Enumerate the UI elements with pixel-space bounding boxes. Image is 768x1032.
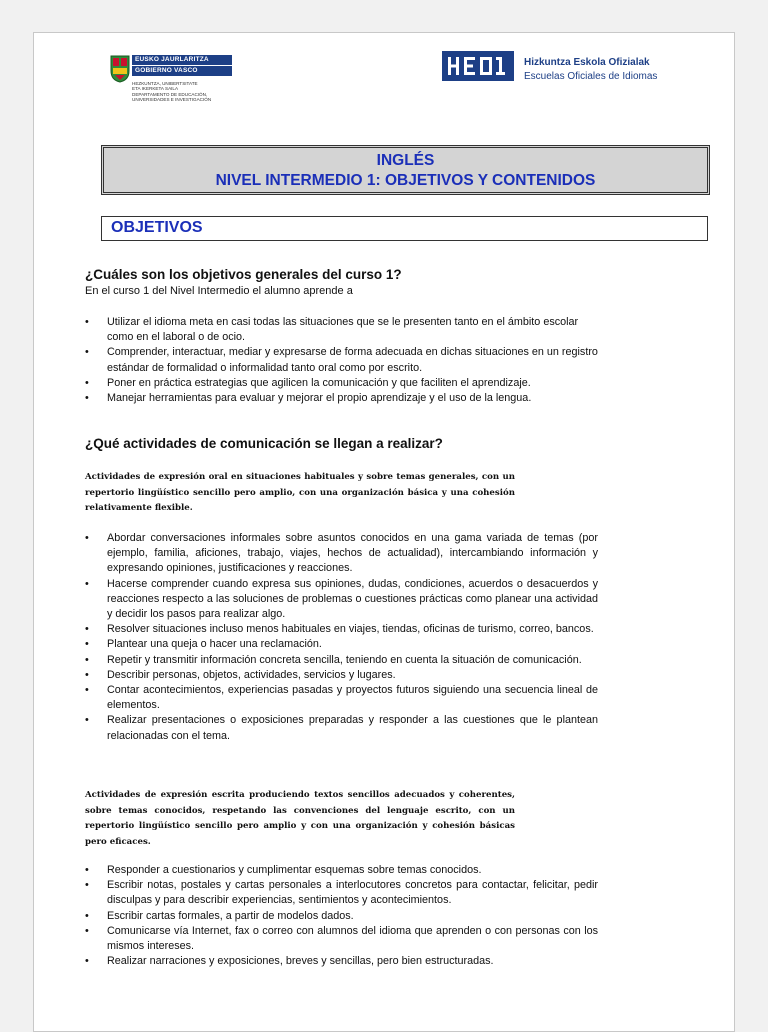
list-item: • Realizar presentaciones o exposiciones preparadas y responder a las cuestiones que le plantean relacionadas con el tema. xyxy=(85,713,598,743)
written-activities-intro: Actividades de expresión escrita produciendo textos sencillos adecuados y coherentes, sobre temas conocidos, respetando las convenciones del lenguaje escrito, con un repertorio lingüístico sencillo pero amplio y con una organización y cohesión básicas pero eficaces. xyxy=(85,790,515,847)
document-title xyxy=(101,145,710,195)
list-item: • Manejar herramientas para evaluar y mejorar el propio aprendizaje y el uso de la lengua. xyxy=(85,391,598,406)
list-item: • Comprender, interactuar, mediar y expresarse de forma adecuada en dichas situaciones en un registro estándar de formalidad o informalidad tanto oral como por escrito. xyxy=(85,345,598,375)
department-line: ETA IKERKETA SAILA xyxy=(132,86,179,92)
oral-activities-list xyxy=(85,531,598,744)
list-item: • Utilizar el idioma meta en casi todas las situaciones que se le presenten tanto en el ámbito escolar como en el laboral o de ocio. xyxy=(85,315,598,345)
list-item: • Hacerse comprender cuando expresa sus opiniones, dudas, condiciones, acuerdos o desacuerdos y reacciones respecto a las soluciones de problemas o cuestiones prácticas como planear una actividad y decidir los pasos para realizar algo. xyxy=(85,577,598,623)
title-language: INGLÉS xyxy=(376,152,435,169)
title-level: NIVEL INTERMEDIO 1: OBJETIVOS Y CONTENIDOS xyxy=(215,172,596,189)
document-page xyxy=(33,32,735,1032)
department-line: UNIVERSIDADES E INVESTIGACIÓN xyxy=(132,96,212,102)
list-item: • Poner en práctica estrategias que agilicen la comunicación y que faciliten el aprendizaje. xyxy=(85,376,598,391)
section-heading-box xyxy=(101,216,708,241)
department-name xyxy=(132,81,211,102)
heoi-logo xyxy=(442,49,712,89)
list-item: • Realizar narraciones y exposiciones, breves y sencillas, pero bien estructuradas. xyxy=(85,954,598,969)
objectives-intro: En el curso 1 del Nivel Intermedio el alumno aprende a xyxy=(85,285,353,297)
objectives-list xyxy=(85,315,598,406)
oral-activities-intro: Actividades de expresión oral en situaciones habituales y sobre temas generales, con un repertorio lingüístico sencillo pero amplio, con una organización básica y una cohesión relativamente flexible. xyxy=(85,472,515,513)
list-item: • Plantear una queja o hacer una reclamación. xyxy=(85,637,598,652)
basque-shield-icon xyxy=(110,55,130,83)
section-heading: OBJETIVOS xyxy=(111,219,203,236)
list-item: • Comunicarse vía Internet, fax o correo con alumnos del idioma que aprenden o con personas con los mismos intereses. xyxy=(85,924,598,954)
list-item: • Repetir y transmitir información concreta sencilla, teniendo en cuenta la situación de comunicación. xyxy=(85,653,598,668)
question-communication-activities: ¿Qué actividades de comunicación se llegan a realizar? xyxy=(85,436,443,451)
list-item: • Escribir notas, postales y cartas personales a interlocutores concretos para contactar, felicitar, pedir disculpas y para describir experiencias, sentimientos y acontecimientos. xyxy=(85,878,598,908)
list-item: • Responder a cuestionarios y cumplimentar esquemas sobre temas conocidos. xyxy=(85,863,598,878)
heoi-name-basque: Hizkuntza Eskola Ofizialak xyxy=(524,57,650,68)
gov-name-basque: EUSKO JAURLARITZA xyxy=(132,55,232,65)
list-item: • Contar acontecimientos, experiencias pasadas y proyectos futuros siguiendo una secuencia lineal de elementos. xyxy=(85,683,598,713)
department-line: HEZKUNTZA, UNIBERTSITATE xyxy=(132,81,198,86)
written-activities-list xyxy=(85,863,598,969)
gobierno-vasco-logo xyxy=(110,55,270,115)
department-line: DEPARTAMENTO DE EDUCACIÓN, xyxy=(132,91,208,97)
gov-name-spanish: GOBIERNO VASCO xyxy=(132,66,232,76)
list-item: • Resolver situaciones incluso menos habituales en viajes, tiendas, oficinas de turismo, correo, bancos. xyxy=(85,622,598,637)
heoi-name-spanish: Escuelas Oficiales de Idiomas xyxy=(524,71,658,82)
question-general-objectives: ¿Cuáles son los objetivos generales del curso 1? xyxy=(85,267,402,282)
list-item: • Describir personas, objetos, actividades, servicios y lugares. xyxy=(85,668,598,683)
list-item: • Escribir cartas formales, a partir de modelos dados. xyxy=(85,909,598,924)
heoi-emblem-icon xyxy=(442,49,514,83)
list-item: • Abordar conversaciones informales sobre asuntos conocidos en una gama variada de temas (por ejemplo, familia, aficiones, trabajo, viajes, hechos de actualidad), intercambiando información y expresando opiniones, justificaciones y reacciones. xyxy=(85,531,598,577)
